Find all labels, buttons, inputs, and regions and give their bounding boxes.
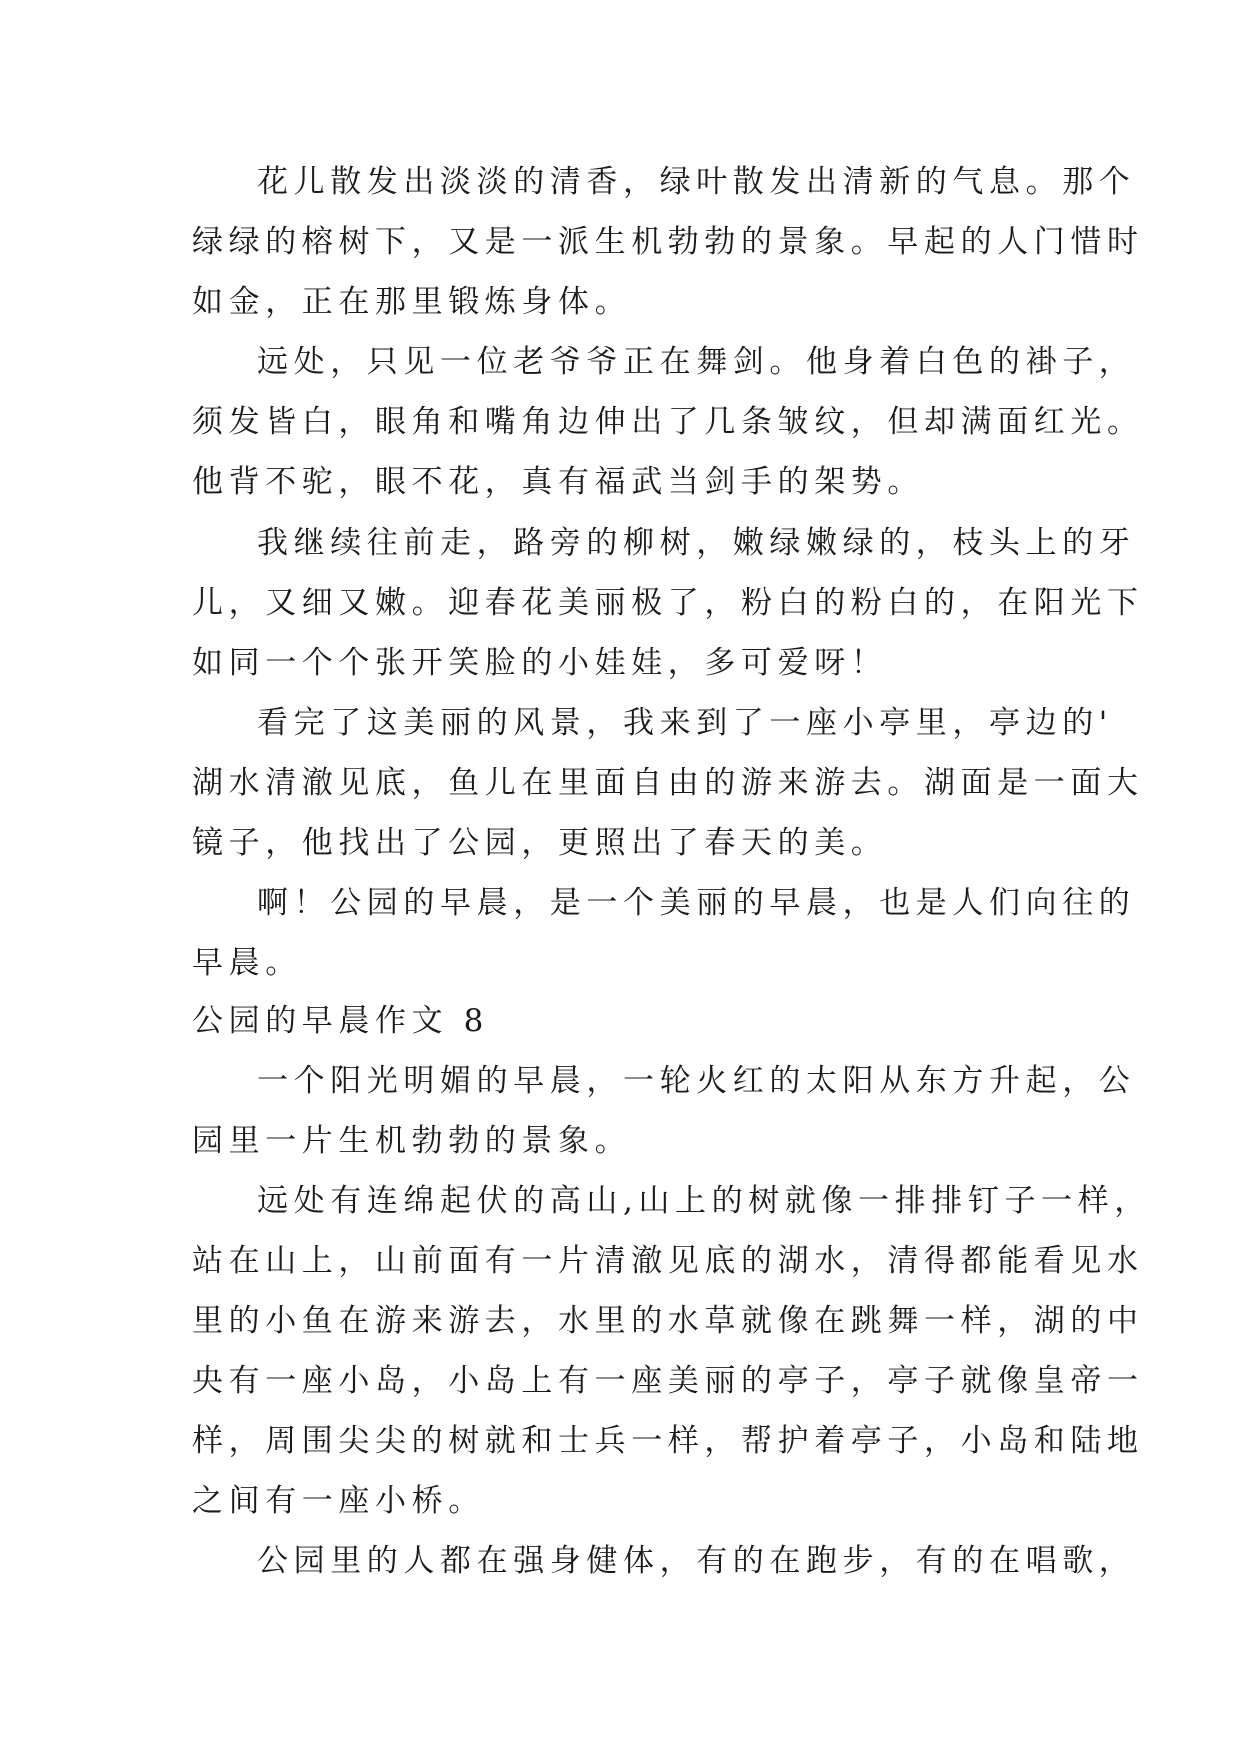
text-line: 他背不驼，眼不花，真有福武当剑手的架势。 <box>192 464 924 500</box>
text-line: 里的小鱼在游来游去，水里的水草就像在跳舞一样，湖的中 <box>192 1303 1144 1339</box>
text-line: 样，周围尖尖的树就和士兵一样，帮护着亭子，小岛和陆地 <box>192 1423 1144 1459</box>
text-line: 远处有连绵起伏的高山,山上的树就像一排排钉子一样， <box>257 1183 1151 1219</box>
text-line: 园里一片生机勃勃的景象。 <box>192 1123 632 1159</box>
text-line: 啊！公园的早晨，是一个美丽的早晨，也是人们向往的 <box>257 885 1136 921</box>
text-line: 看完了这美丽的风景，我来到了一座小亭里，亭边的' <box>257 705 1113 741</box>
text-line: 央有一座小岛，小岛上有一座美丽的亭子，亭子就像皇帝一 <box>192 1363 1144 1399</box>
text-line: 之间有一座小桥。 <box>192 1483 485 1519</box>
text-line: 早晨。 <box>192 945 302 981</box>
text-line: 站在山上，山前面有一片清澈见底的湖水，清得都能看见水 <box>192 1243 1144 1279</box>
text-line: 须发皆白，眼角和嘴角边伸出了几条皱纹，但却满面红光。 <box>192 404 1144 440</box>
text-line: 花儿散发出淡淡的清香，绿叶散发出清新的气息。那个 <box>257 164 1136 200</box>
text-line: 儿，又细又嫩。迎春花美丽极了，粉白的粉白的，在阳光下 <box>192 585 1144 621</box>
text-line: 一个阳光明媚的早晨，一轮火红的太阳从东方升起，公 <box>257 1063 1136 1099</box>
text-line: 远处，只见一位老爷爷正在舞剑。他身着白色的褂子， <box>257 344 1136 380</box>
section-title: 公园的早晨作文 8 <box>192 1003 489 1039</box>
text-line: 绿绿的榕树下，又是一派生机勃勃的景象。早起的人门惜时 <box>192 224 1144 260</box>
text-line: 我继续往前走，路旁的柳树，嫩绿嫩绿的，枝头上的牙 <box>257 525 1136 561</box>
text-line: 湖水清澈见底，鱼儿在里面自由的游来游去。湖面是一面大 <box>192 765 1144 801</box>
text-line: 如金，正在那里锻炼身体。 <box>192 284 632 320</box>
text-line: 公园里的人都在强身健体，有的在跑步，有的在唱歌， <box>257 1543 1136 1579</box>
text-line: 镜子，他找出了公园，更照出了春天的美。 <box>192 825 888 861</box>
text-line: 如同一个个张开笑脸的小娃娃，多可爱呀！ <box>192 645 888 681</box>
